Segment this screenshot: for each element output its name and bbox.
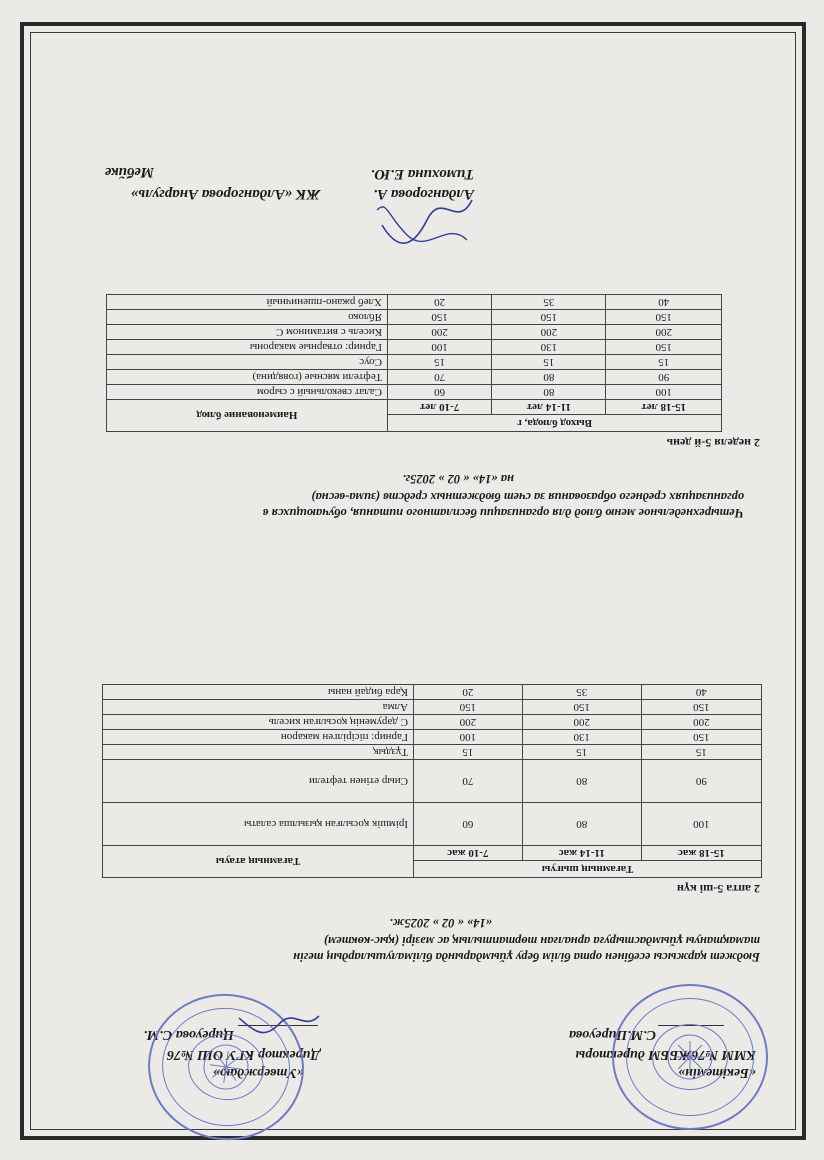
table-row: 15 15 15 Тұздық [103,745,762,760]
supplier-subtitle: Мебйке [104,164,154,180]
kz-menu-table [102,684,762,878]
table-row: 15 15 15 Соус [107,355,722,370]
kz-approval-title: «Бекітемін» [678,1065,756,1080]
kz-age1-header: 7-10 жас [414,846,523,861]
ru-heading-line1: Четырехнедельное меню блюд для организации бесплатного питания, обучающихся в [262,506,744,520]
table-row: 150 130 100 Гарнир: отварные макароны [107,340,722,355]
signer-name-1: Алдангорова А. [373,186,474,202]
kz-heading-line1: Бюджет қаржысы есебінен орта білім беру ұйымдарында білімалушылардың тегін [293,950,760,964]
ru-age3-header: 15-18 лет [606,400,722,415]
ru-age2-header: 11-14 лет [492,400,606,415]
table-row: 150 150 150 Яблоко [107,310,722,325]
table-row: 90 80 70 Тефтели мясные (говядина) [107,370,722,385]
table-row: 90 80 70 Сиыр етінен тефтели [103,760,762,803]
table-row: 40 35 20 Қара бидай наны [103,685,762,700]
kz-age3-header: 15-18 жас [641,846,761,861]
stamp-emblem-left [612,984,768,1130]
table-row: 40 35 20 Хлеб ржано-пшеничный [107,295,722,310]
ru-age1-header: 7-10 лет [388,400,492,415]
supplier-name: ЖК «Алдангорова Анаргуль» [130,186,320,202]
ru-menu-table [106,294,722,432]
kz-age2-header: 11-14 жас [522,846,641,861]
table-row: 100 80 60 Салат свекольный с сыром [107,385,722,400]
table-row: 200 200 200 С дәруменің қосылған кисель [103,715,762,730]
kz-heading-line2: тамақтануы ұйымдастыруға арналған төртаптылық ас мәзірі (қыс-көктем) [323,934,760,948]
ru-heading-line2: организациях среднего образования за счет бюджетных средств (зима-весна) [311,490,744,504]
ru-name-header: Наименование блюд [107,400,388,432]
ru-approval-title: «Утверждаю» [212,1065,304,1080]
school-stamp-left [612,984,768,1130]
ru-yield-header: Выход блюда, г [388,415,722,432]
ru-approval-name: Циреуова С.М. [143,1027,234,1042]
kz-heading-date: «14» « 02 » 2025ж. [389,916,492,930]
ru-heading-date: на «14» « 02 » 2025г. [402,472,514,486]
table-row: 150 130 100 Гарнир: пісірілген макарон [103,730,762,745]
table-row: 150 150 150 Алма [103,700,762,715]
kz-approval-name: С.М.Циреуова [568,1027,656,1042]
ru-approval-org: Директор КГУ ОШ №76 [166,1047,320,1062]
kz-approval-org: КММ №76ЖББМ директоры [575,1047,756,1062]
handwritten-signatures [372,180,482,260]
kz-name-header: Тағамның атауы [103,846,414,878]
kz-day-label: 2 апта 5-ші күн [676,882,760,896]
kz-yield-header: Тағамның шығуы [414,861,762,878]
director-signature [234,1006,324,1036]
table-row: 200 200 200 Кисель с витамином С [107,325,722,340]
table-row: 100 80 60 Ірімшік қосылған қызылша салаты [103,803,762,846]
ru-day-label: 2 неделя 5-й день [666,436,760,450]
signer-name-2: Тимохина Е.Ю. [370,166,474,182]
